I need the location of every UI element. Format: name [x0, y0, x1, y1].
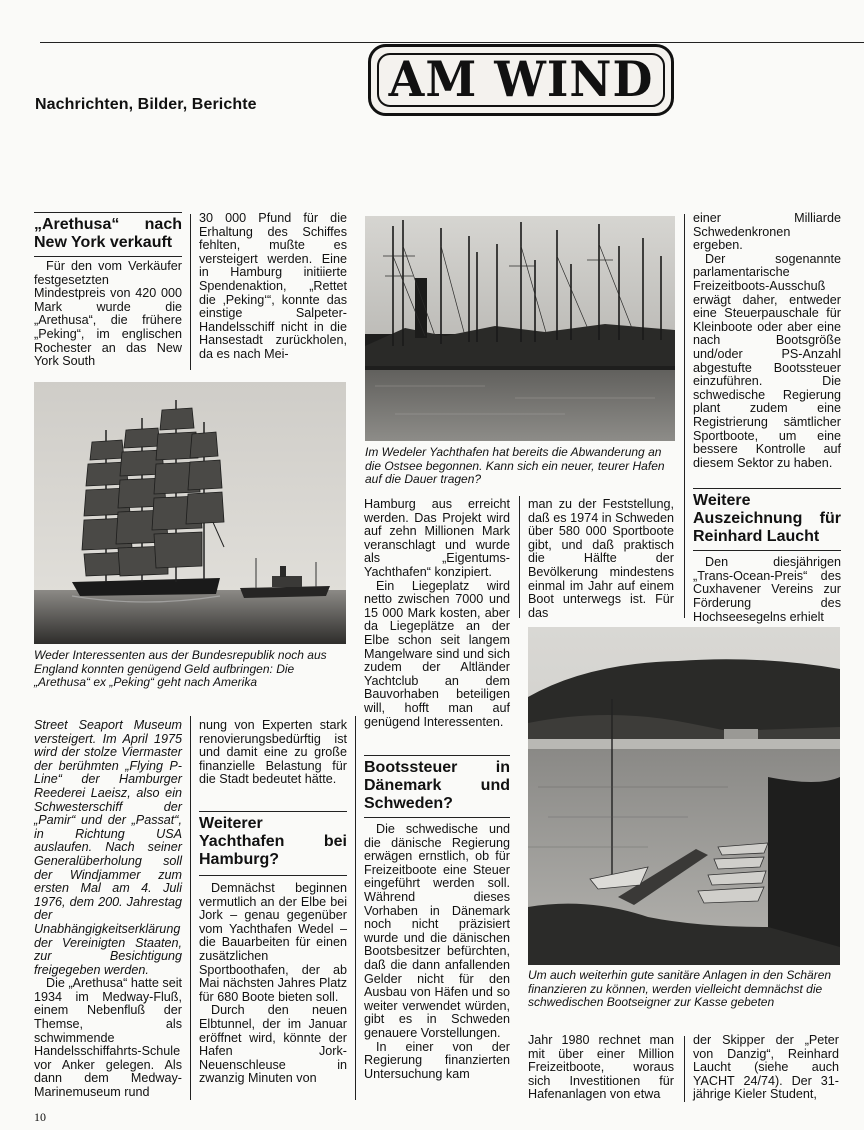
headline-auszeichnung: Weitere Auszeichnung für Reinhard Laucht [693, 488, 841, 546]
column-divider [190, 716, 191, 1100]
arethusa-paragraph-end: nung von Experten stark renovierungsbedürftig ist und damit eine zu große finanzielle Belastung für die Stadt bedeutet hätte. [199, 718, 347, 787]
bootssteuer-paragraph-4: einer Milliarde Schwedenkronen ergeben. [693, 211, 841, 253]
column-5-bottom [693, 1034, 839, 1102]
yachthafen-paragraph-4: Ein Liegeplatz wird netto zwischen 7000 und 15 000 Mark kosten, aber da Liegeplätze an der Elbe schon seit langem Mangelware sind und sich zudem der Altländer Yachtclub an dem Bauvorhaben beteiligen will, hofft man auf genügend Interessenten. [364, 578, 510, 729]
harbor-photo-caption: Im Wedeler Yachthafen hat bereits die Abwanderung an die Ostsee begonnen. Kann sich ein neuer, teurer Hafen auf die Dauer tragen? [365, 445, 665, 487]
marina-photo-caption: Um auch weiterhin gute sanitäre Anlagen in den Schären finanzieren zu können, werden vielleicht demnächst die schwedischen Bootseigner zur Kasse gebeten [528, 968, 832, 1010]
column-5 [693, 212, 841, 624]
bootssteuer-paragraph-5: Der sogenannte parlamentarische Freizeitboots-Ausschuß erwägt daher, entweder eine Steuerpauschale für Kleinboote oder aber eine nach Bootsgröße und/oder PS-Anzahl abgestufte Bootssteuer einzuführen. Die schwedische Regierung plant zudem eine Registrierung sämtlicher Sportboote, um eine bessere Kontrolle auf diesem Sektor zu haben. [693, 251, 841, 470]
column-4-top [528, 498, 674, 620]
marina-photo [528, 627, 840, 965]
column-divider [355, 716, 356, 1100]
column-3 [364, 498, 510, 1081]
header-rule [40, 42, 864, 43]
column-divider [684, 1036, 685, 1102]
page-number: 10 [34, 1110, 46, 1124]
column-divider [684, 214, 685, 618]
am-wind-logo [368, 44, 674, 116]
yachthafen-paragraph-1: Demnächst beginnen vermutlich an der Elbe bei Jork – genau gegenüber vom Yachthafen Wedel – die Bauarbeiten für einen zusätzlichen Sportboothafen, der ab Mai nächsten Jahres Platz für 680 Boote bieten soll. [199, 880, 347, 1004]
section-subtitle: Nachrichten, Bilder, Berichte [35, 96, 257, 113]
auszeichnung-paragraph-1: Den diesjährigen „Trans-Ocean-Preis“ des Cuxhavener Vereins zur Förderung des Hochseesegelns erhielt [693, 555, 841, 624]
headline-yachthafen: Weiterer Yachthafen bei Hamburg? [199, 811, 347, 869]
headline-bootssteuer: Bootssteuer in Dänemark und Schweden? [364, 755, 510, 813]
bootssteuer-paragraph-2: In einer von der Regierung finanzierten Untersuchung kam [364, 1039, 510, 1081]
column-divider [190, 214, 191, 370]
bootssteuer-paragraph-1: Die schwedische und die dänische Regierung erwägen ernstlich, ob für Freizeitboote eine Steuer eingeführt werden soll. Während dieses Vorhaben in Dänemark noch nicht präzisiert wurde und die dänischen Bootsbesitzer befürchten, daß die dann anfallenden Gelder nicht für den Ausbau von Häfen und so weiter verwendet würden, gibt es in Schweden genauere Vorstellungen. [364, 822, 510, 1040]
yachthafen-paragraph-2: Durch den neuen Elbtunnel, der im Januar eröffnet wird, könnte der Hafen Jork-Neuenschleuse in zwanzig Minuten von [199, 1003, 347, 1086]
arethusa-paragraph-1: Für den vom Verkäufer festgesetzten Mindestpreis von 420 000 Mark wurde die „Arethusa“, die frühere „Peking“, im englischen Rochester an das New York South [34, 259, 182, 369]
column-2-bottom [199, 719, 347, 1086]
harbor-photo [365, 216, 675, 441]
yachthafen-paragraph-3: Hamburg aus erreicht werden. Das Projekt wird auf zehn Millionen Mark veranschlagt und wurde als „Eigentums-Yachthafen“ konzipiert. [364, 497, 510, 579]
arethusa-paragraph-continued: 30 000 Pfund für die Erhaltung des Schiffes fehlten, mußte es versteigert werden. Eine in Hamburg initiierte Spendenaktion, „Rettet die ‚Peking‘“, konnte das einstige Salpeter-Handelsschiff nicht in die Hansestadt zurückholen, da es nach Mei- [199, 211, 347, 361]
column-1-top [34, 212, 182, 369]
bootssteuer-paragraph-3: man zu der Feststellung, daß es 1974 in Schweden über 580 000 Sportboote gibt, und daß praktisch die Hälfte der Bevölkerung mindestens einmal im Jahr auf einem Boot unterwegs ist. Für das [528, 497, 674, 620]
ship-photo [34, 382, 346, 644]
column-divider [519, 496, 520, 618]
auszeichnung-paragraph-2: der Skipper der „Peter von Danzig“, Reinhard Laucht (siehe auch YACHT 24/74). Der 31-jährige Kieler Student, [693, 1033, 839, 1102]
bootssteuer-paragraph-6: Jahr 1980 rechnet man mit über einer Million Freizeitboote, woraus sich Investitionen für Hafenanlagen von etwa [528, 1033, 674, 1102]
column-2-top [199, 212, 347, 362]
arethusa-paragraph-2: Street Seaport Museum versteigert. Im April 1975 wird der stolze Viermaster der berühmten „Flying P-Line“ der Hamburger Reederei Laeisz, also ein Schwesterschiff der „Pamir“ und der „Passat“, in Richtung USA auslaufen. Nach seiner Generalüberholung soll der Windjammer zum ersten Mal am 4. Juli 1976, dem 200. Jahrestag der Unabhängigkeitserklärung der Vereinigten Staaten, zur Besichtigung freigegeben werden. [34, 718, 182, 977]
arethusa-paragraph-3: Die „Arethusa“ hatte seit 1934 im Medway-Fluß, einem Nebenfluß der Themse, als schwimmende Handelsschiffahrts-Schule vor Anker gelegen. Als dann dem Medway-Marinemuseum rund [34, 976, 182, 1100]
headline-arethusa: „Arethusa“ nach New York verkauft [34, 212, 182, 252]
column-1-bottom [34, 719, 182, 1100]
column-4-bottom [528, 1034, 674, 1102]
ship-photo-caption: Weder Interessenten aus der Bundesrepublik noch aus England konnten genügend Geld aufbringen: Die „Arethusa“ ex „Peking“ geht nach Amerika [34, 648, 327, 690]
logo-text: AM WIND [388, 50, 654, 108]
